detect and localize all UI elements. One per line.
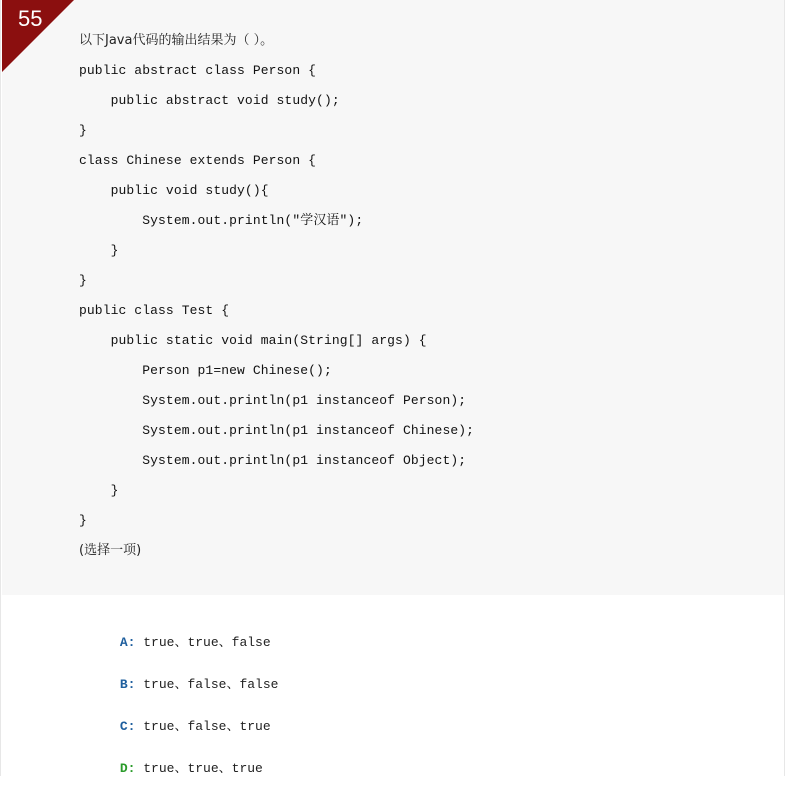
code-line: System.out.println(p1 instanceof Chinese); [79,423,475,438]
option-b[interactable] [73,652,573,694]
code-line: } [79,273,87,288]
option-text: true、true、false [143,635,271,650]
option-letter: D: [119,761,136,776]
option-c[interactable] [73,694,573,736]
code-line: public static void main(String[] args) { [79,333,427,348]
option-text: true、false、false [143,677,279,692]
option-letter: B: [119,677,136,692]
code-line: public class Test { [79,303,230,318]
option-text: true、true、true [143,761,263,776]
selection-hint: (选择一项) [79,543,142,558]
code-line: System.out.println(p1 instanceof Person); [79,393,467,408]
code-line: Person p1=new Chinese(); [79,363,332,378]
code-line: class Chinese extends Person { [79,153,317,168]
code-block [79,61,699,541]
option-letter: C: [119,719,136,734]
option-d[interactable] [73,736,573,778]
question-panel [2,0,784,595]
code-line: System.out.println(p1 instanceof Object); [79,453,467,468]
code-line: public abstract class Person { [79,63,317,78]
code-line: System.out.println("学汉语"); [79,213,364,228]
code-line: } [79,513,87,528]
code-line: public abstract void study(); [79,93,340,108]
question-title: 以下Java代码的输出结果为（ ）。 [79,33,274,48]
answer-options [73,610,573,778]
question-number: 55 [18,6,43,31]
option-a[interactable] [73,610,573,652]
option-letter: A: [119,635,136,650]
option-text: true、false、true [143,719,271,734]
code-line: } [79,483,119,498]
code-line: public void study(){ [79,183,269,198]
code-line: } [79,243,119,258]
code-line: } [79,123,87,138]
